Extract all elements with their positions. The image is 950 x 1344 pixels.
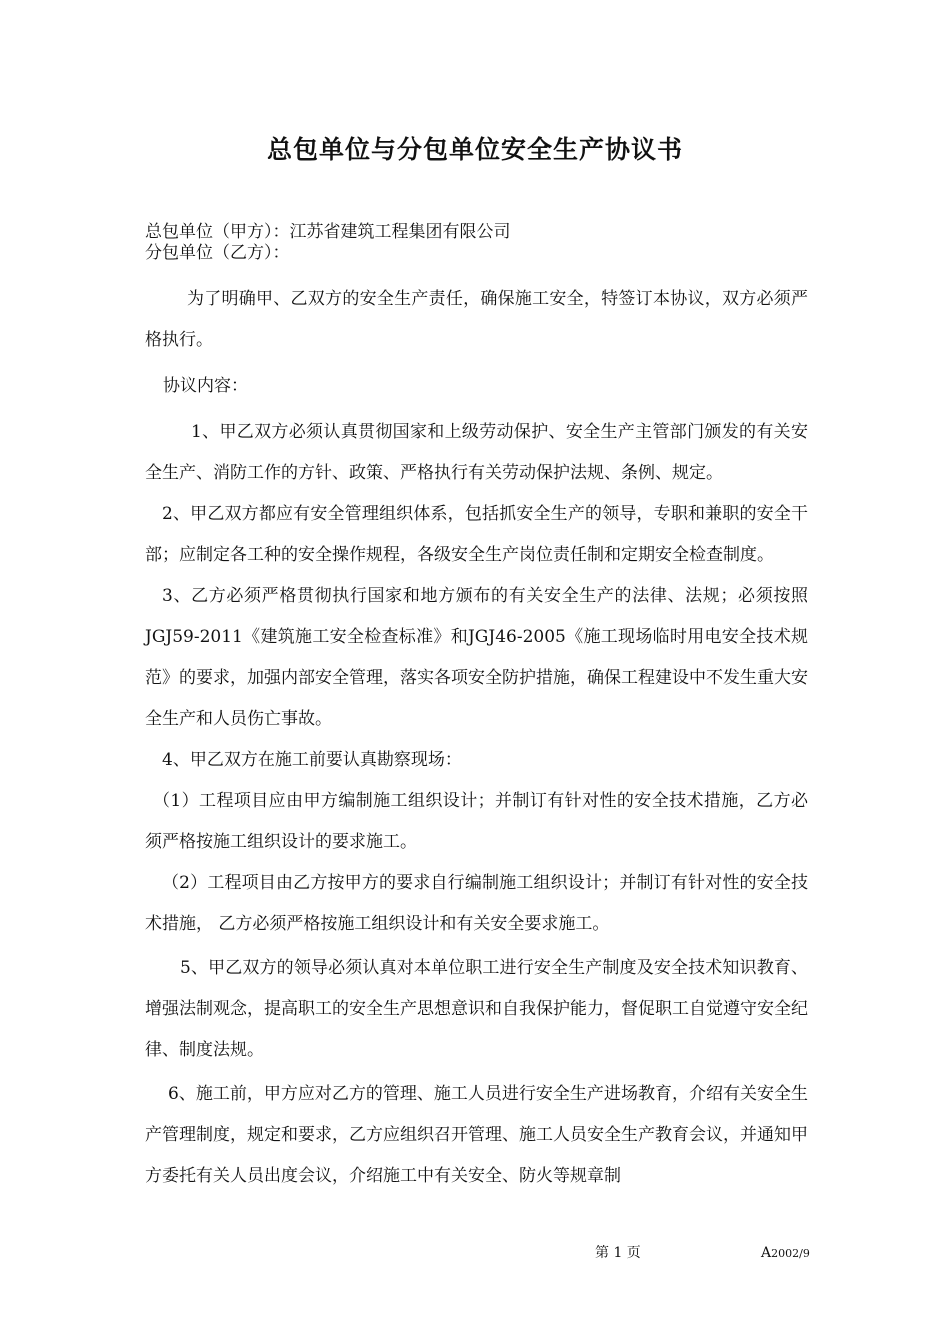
clause-1: 1、甲乙双方必须认真贯彻国家和上级劳动保护、安全生产主管部门颁发的有关安全生产、消防工作的方针、政策、严格执行有关劳动保护法规、条例、规定。 — [145, 422, 808, 483]
clause-5: 5、甲乙双方的领导必须认真对本单位职工进行安全生产制度及安全技术知识教育、增强法制观念，提高职工的安全生产思想意识和自我保护能力，督促职工自觉遵守安全纪律、制度法规。 — [145, 958, 808, 1060]
form-code — [761, 1244, 810, 1263]
page-number: 第 1 页 — [595, 1245, 641, 1261]
party-a-line: 总包单位（甲方）：江苏省建筑工程集团有限公司 — [145, 222, 511, 242]
parties-block — [145, 222, 810, 264]
clause-4-item-1: （1）工程项目应由甲方编制施工组织设计；并制订有针对性的安全技术措施，乙方必须严格按施工组织设计的要求施工。 — [145, 791, 808, 852]
form-code-prefix: A — [761, 1245, 772, 1261]
clause-3: 3、乙方必须严格贯彻执行国家和地方颁布的有关安全生产的法律、法规；必须按照JGJ59-2011《建筑施工安全检查标准》和JGJ46-2005《施工现场临时用电安全技术规范》的要求，加强内部安全管理，落实各项安全防护措施，确保工程建设中不发生重大安全生产和人员伤亡事故。 — [145, 586, 808, 729]
agreement-body — [145, 279, 808, 1197]
form-code-suffix: 2002/9 — [771, 1247, 810, 1260]
party-b-line: 分包单位（乙方）： — [145, 243, 290, 263]
clause-2: 2、甲乙双方都应有安全管理组织体系，包括抓安全生产的领导，专职和兼职的安全干部；应制定各工种的安全操作规程，各级安全生产岗位责任制和定期安全检查制度。 — [145, 504, 808, 565]
clause-4: 4、甲乙双方在施工前要认真勘察现场： — [162, 750, 462, 770]
contents-heading: 协议内容： — [163, 376, 248, 396]
clause-6: 6、施工前，甲方应对乙方的管理、施工人员进行安全生产进场教育，介绍有关安全生产管理制度，规定和要求，乙方应组织召开管理、施工人员安全生产教育会议，并通知甲方委托有关人员出度会议，介绍施工中有关安全、防火等规章制 — [145, 1084, 808, 1186]
clause-4-item-2: （2）工程项目由乙方按甲方的要求自行编制施工组织设计；并制订有针对性的安全技术措施， 乙方必须严格按施工组织设计和有关安全要求施工。 — [145, 873, 808, 934]
intro-paragraph: 为了明确甲、乙双方的安全生产责任，确保施工安全，特签订本协议，双方必须严格执行。 — [145, 289, 808, 350]
document-title: 总包单位与分包单位安全生产协议书 — [266, 135, 683, 164]
